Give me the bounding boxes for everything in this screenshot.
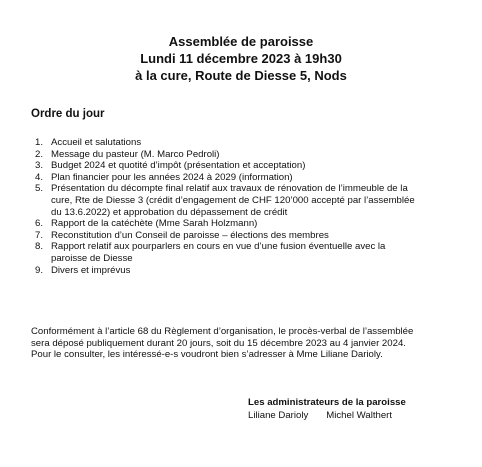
agenda-item-text: paroisse de Diesse [51, 252, 133, 264]
document-title [0, 33, 482, 84]
title-line-1: Assemblée de paroisse [168, 34, 314, 49]
agenda-list [31, 137, 461, 276]
agenda-item-text: Budget 2024 et quotité d’impôt (présentation et acceptation) [51, 160, 306, 172]
agenda-item-text: Rapport relatif aux pourparlers en cours en vue d’une fusion éventuelle avec la [51, 241, 386, 253]
agenda-item-number: 2. [35, 148, 44, 160]
notice-line-3: Pour le consulter, les intéressé-e-s voudront bien s’adresser à Mme Liliane Darioly. [31, 349, 383, 361]
agenda-item-text: du 13.6.2022) et approbation du dépassement de crédit [51, 206, 288, 218]
agenda-item-text: Présentation du décompte final relatif aux travaux de rénovation de l’immeuble de la [51, 183, 408, 195]
agenda-item-number: 1. [35, 137, 44, 148]
agenda-item [31, 230, 461, 242]
agenda-item-number: 6. [35, 218, 44, 230]
agenda-item-number: 7. [35, 229, 44, 241]
signatory-name-1: Liliane Darioly [248, 410, 309, 421]
agenda-item-number: 5. [35, 183, 44, 195]
title-line-3: à la cure, Route de Diesse 5, Nods [135, 68, 347, 83]
agenda-item [31, 160, 461, 172]
agenda-heading: Ordre du jour [31, 108, 105, 120]
agenda-item [31, 149, 461, 161]
notice-line-1: Conformément à l’article 68 du Règlement d’organisation, le procès-verbal de l’assemblée [31, 326, 414, 337]
signature-title: Les administrateurs de la paroisse [248, 397, 406, 408]
agenda-item-text: Rapport de la catéchète (Mme Sarah Holzmann) [51, 218, 258, 230]
agenda-item-number: 3. [35, 160, 44, 172]
agenda-item-number: 4. [35, 171, 44, 183]
agenda-item-text: Reconstitution d’un Conseil de paroisse – élections des membres [51, 229, 329, 241]
agenda-item-number: 8. [35, 241, 44, 253]
agenda-item [31, 183, 461, 218]
notice-paragraph [31, 326, 461, 361]
notice-line-2: sera déposé publiquement durant 20 jours, soit du 15 décembre 2023 au 4 janvier 2024. [31, 337, 406, 349]
agenda-item-text: Accueil et salutations [51, 137, 142, 148]
agenda-item [31, 172, 461, 184]
agenda-item [31, 265, 461, 277]
signature-block [248, 396, 448, 422]
agenda-item [31, 218, 461, 230]
agenda-item-text: Plan financier pour les années 2024 à 2029 (information) [51, 171, 293, 183]
agenda-item-text: Divers et imprévus [51, 264, 131, 276]
agenda-item-text: cure, Rte de Diesse 3 (crédit d’engagement de CHF 120’000 accepté par l’assemblée [51, 194, 415, 206]
agenda-item [31, 241, 461, 264]
agenda-item-number: 9. [35, 264, 44, 276]
signatory-name-2: Michel Walthert [326, 410, 393, 421]
agenda-item [31, 137, 461, 149]
signature-names [248, 409, 448, 422]
title-line-2: Lundi 11 décembre 2023 à 19h30 [140, 51, 342, 66]
agenda-item-text: Message du pasteur (M. Marco Pedroli) [51, 148, 220, 160]
